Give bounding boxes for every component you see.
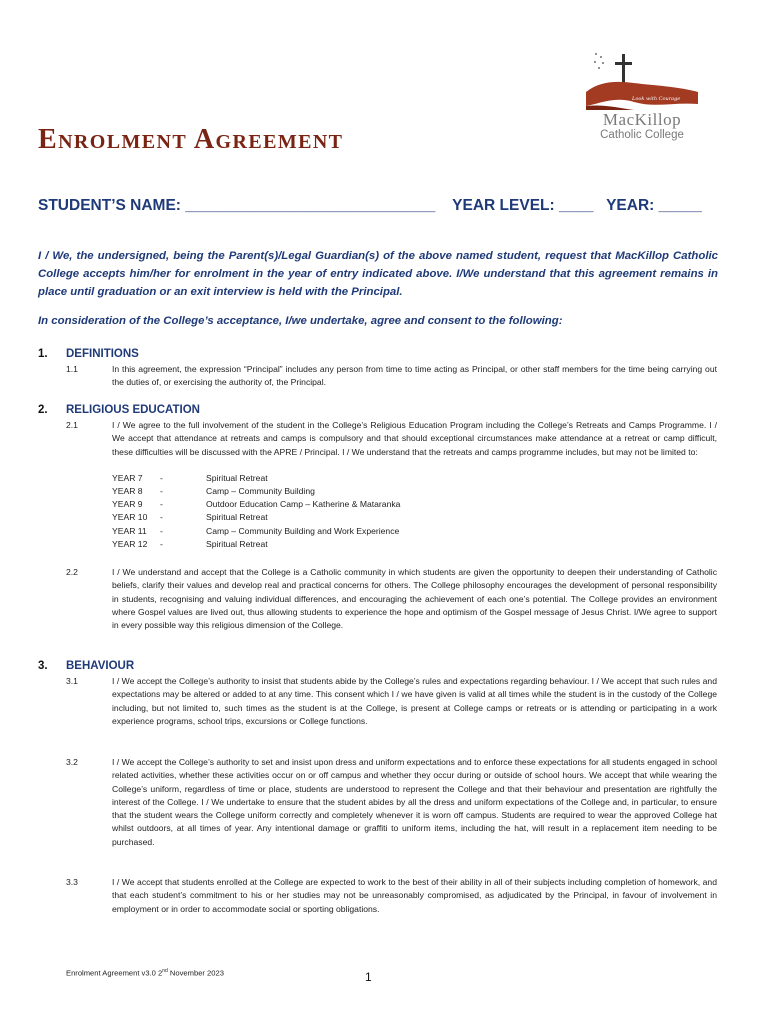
- separator: -: [160, 526, 163, 536]
- section-heading-behaviour: BEHAVIOUR: [66, 660, 135, 672]
- college-logo: [584, 48, 700, 148]
- clause-text: I / We agree to the full involvement of the student in the College’s Religious Education Program including the College’s Retreats and Camps Programme. I / We accept that attendance at retreats and camps is compulsory and that should exceptional circumstances make attendance at a retreat or camp difficult, these difficulties will be discussed with the APRE / Principal. I / We understand that the retreats and camps programme includes, but may not be limited to:: [112, 420, 717, 457]
- logo-college-name: MacKillop: [602, 110, 682, 129]
- section-heading-religious-education: RELIGIOUS EDUCATION: [66, 404, 200, 416]
- clause-number: 1.1: [66, 364, 78, 374]
- retreat-description: Spiritual Retreat: [206, 473, 268, 483]
- clause-number: 3.3: [66, 877, 78, 887]
- clause-text: In this agreement, the expression “Principal” includes any person from time to time acting as Principal, or other staff members for the time being carrying out the duties of, or exercising the authority of, the Principal.: [112, 364, 717, 388]
- retreat-description: Camp – Community Building and Work Experience: [206, 526, 400, 536]
- clause-number: 3.2: [66, 757, 78, 767]
- clause-number: 2.1: [66, 420, 78, 430]
- year-label: YEAR 7: [112, 473, 143, 483]
- year-label: YEAR 11: [112, 526, 147, 536]
- year-label: YEAR 9: [112, 499, 143, 509]
- logo-motto: Look with Courage: [632, 96, 681, 102]
- clause-number: 3.1: [66, 676, 78, 686]
- footer-superscript: nd: [162, 968, 168, 974]
- intro-paragraph: I / We, the undersigned, being the Parent(s)/Legal Guardian(s) of the above named student, request that MacKillop Catholic College accepts him/her for enrolment in the year of entry indicated above. I/We understand that this agreement remains in place until graduation or an exit interview is held with the Principal.: [38, 250, 718, 298]
- section-number: 1.: [38, 348, 48, 360]
- year-label: YEAR 10: [112, 512, 148, 522]
- separator: -: [160, 486, 163, 496]
- consideration-statement: In consideration of the College’s acceptance, I/we undertake, agree and consent to the following:: [38, 315, 563, 327]
- separator: -: [160, 539, 163, 549]
- footer-text: Enrolment Agreement v3.0 2: [66, 968, 163, 978]
- footer-version: [66, 968, 224, 978]
- retreat-description: Spiritual Retreat: [206, 539, 268, 549]
- page-number: 1: [365, 970, 372, 984]
- section-heading-definitions: DEFINITIONS: [66, 348, 139, 360]
- clause-text: I / We accept that students enrolled at the College are expected to work to the best of their ability in all of their subjects including completion of homework, and that each student’s commitment to his or her studies may not be unreasonably compromised, as adjudicated by the Principal, in favour of involvement in employment or in order to accommodate social or sporting obligations.: [112, 877, 717, 914]
- section-number: 3.: [38, 660, 48, 672]
- document-title: Enrolment Agreement: [38, 124, 344, 155]
- separator: -: [160, 473, 163, 483]
- separator: -: [160, 499, 163, 509]
- student-details-line: STUDENT’S NAME: _____________________________ YEAR LEVEL: ____ YEAR: _____: [38, 197, 702, 214]
- year-label: YEAR 8: [112, 486, 143, 496]
- logo-college-subtitle: Catholic College: [600, 129, 684, 141]
- retreat-description: Spiritual Retreat: [206, 512, 268, 522]
- retreat-description: Camp – Community Building: [206, 486, 315, 496]
- clause-text: I / We accept the College’s authority to set and insist upon dress and uniform expectations and to enforce these expectations for all students engaged in school related activities, whether these activities occur on or off campus and whether they occur during or outside of school hours. We accept that while wearing the College’s uniform, regardless of time or place, students are understood to represent the College and that their behaviour and presentation are rightfully the interest of the College. I / We undertake to ensure that the student abides by all the dress and uniform expectations of the College and, in particular, to ensure that the student wears the College uniform correctly and completely whenever it is worn off campus. Students are required to wear the approved College hat whilst outdoors, at all times of year. Any intentional damage or graffiti to uniform items, including the hat, will result in a replacement item needing to be purchased.: [112, 757, 717, 847]
- section-number: 2.: [38, 404, 48, 416]
- retreat-description: Outdoor Education Camp – Katherine & Mataranka: [206, 499, 401, 509]
- clause-number: 2.2: [66, 567, 78, 577]
- clause-text: I / We accept the College’s authority to insist that students abide by the College’s rules and expectations regarding behaviour. I / We accept that such rules and expectations may be altered or added to at any time. This consent which I / we have given is valid at all times while the student is in the custody of the College including, but not limited to, such times as the student is at the College, is present at College camps or retreats or is attending or participating in a work experience programs, school trips, excursions or College functions.: [112, 676, 717, 726]
- footer-date: November 2023: [167, 968, 224, 978]
- separator: -: [160, 512, 163, 522]
- year-label: YEAR 12: [112, 539, 148, 549]
- clause-text: I / We understand and accept that the College is a Catholic community in which students are given the opportunity to deepen their understanding of Catholic beliefs, clarify their values and develop real and practical concerns for others. The College philosophy encourages the development of personal responsibility in students, recognising and valuing individual differences, and encouraging the achievement of each one’s potential. The College provides an environment where Gospel values are lived out, thus allowing students to experience the hope and optimism of the Gospel message of Jesus Christ. I/We agree to support in every possible way this religious dimension of the College.: [112, 567, 717, 631]
